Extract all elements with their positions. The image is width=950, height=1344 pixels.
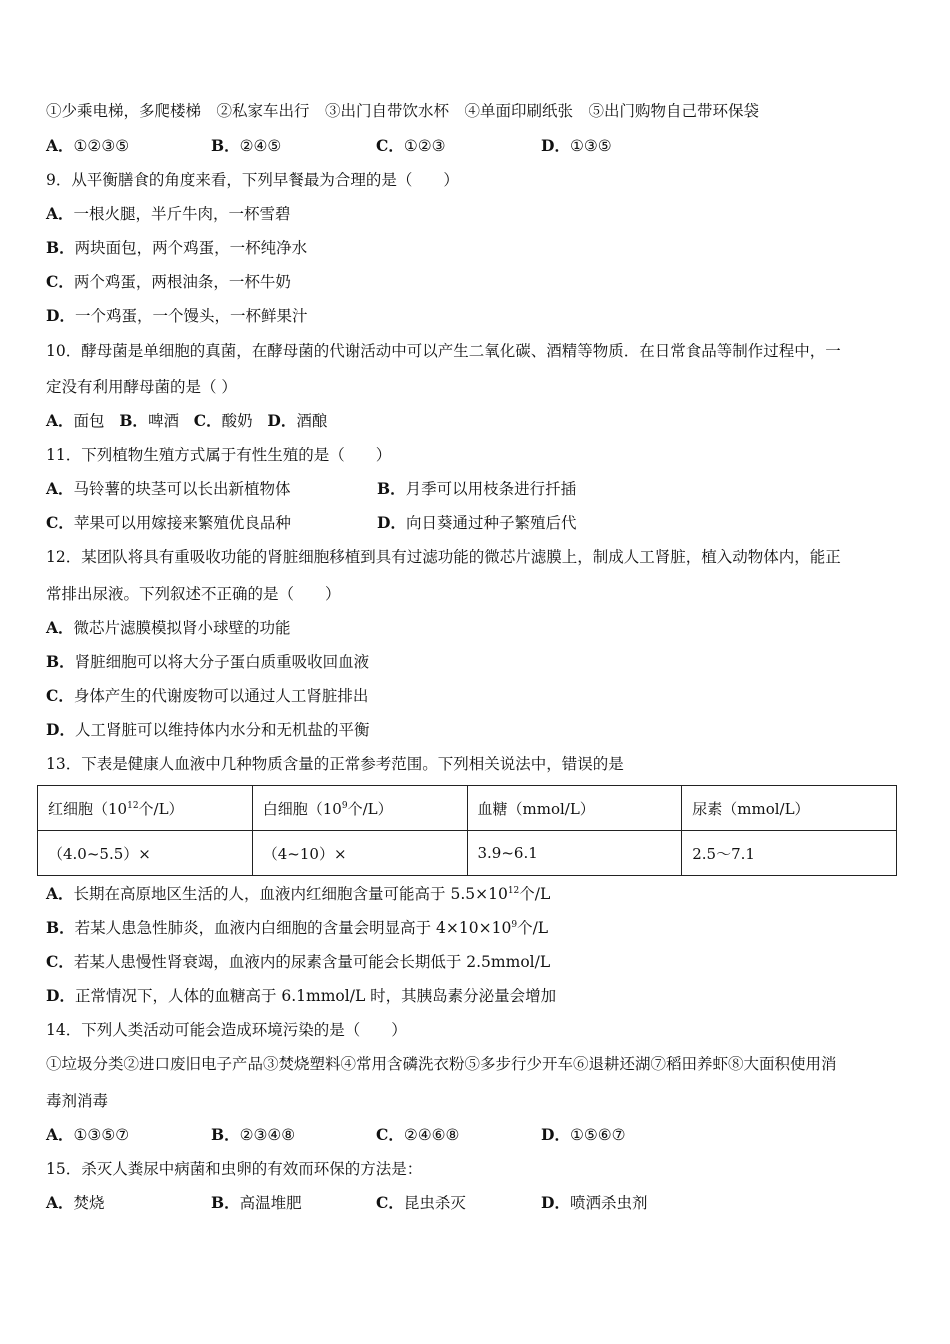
q14-items-line1: ①垃圾分类②进口废旧电子产品③焚烧塑料④常用含磷洗衣粉⑤多步行少开车⑥退耕还湖⑦稻田养虾⑧大面积使用消 — [46, 1055, 837, 1073]
q14-items-line2: 毒剂消毒 — [46, 1092, 109, 1110]
q10-option-c[interactable]: C．酸奶 — [193, 411, 253, 430]
q15-option-a[interactable]: A．焚烧 — [46, 1193, 105, 1212]
q13-option-c[interactable]: C．若某人患慢性肾衰竭，血液内的尿素含量可能会长期低于 2.5mmol/L — [46, 952, 551, 971]
q13-option-b[interactable]: B．若某人患急性肺炎，血液内白细胞的含量会明显高于 $4\times 10\times 10^9$个/L — [46, 918, 549, 937]
table-row — [38, 831, 897, 876]
value-blood-sugar: 3.9~6.1 — [467, 831, 682, 876]
q13-option-d[interactable]: D．正常情况下，人体的血糖高于 6.1mmol/L 时，其胰岛素分泌量会增加 — [46, 986, 557, 1005]
q8-option-d[interactable]: D．①③⑤ — [541, 136, 612, 155]
q8-option-b[interactable]: B．②④⑤ — [211, 136, 282, 155]
q15-stem: 15．杀灭人粪尿中病菌和虫卵的有效而环保的方法是： — [46, 1160, 423, 1178]
q14-option-c[interactable]: C．②④⑥⑧ — [376, 1125, 460, 1144]
q12-option-c[interactable]: C．身体产生的代谢废物可以通过人工肾脏排出 — [46, 686, 369, 705]
table-header-row — [38, 786, 897, 831]
q9-option-a[interactable]: A．一根火腿，半斤牛肉，一杯雪碧 — [46, 204, 291, 223]
q15-option-c[interactable]: C．昆虫杀灭 — [376, 1193, 466, 1212]
value-urea: 2.5～7.1 — [682, 831, 897, 876]
q8-option-c[interactable]: C．①②③ — [376, 136, 446, 155]
q14-options — [46, 1125, 706, 1145]
q12-stem-line1: 12．某团队将具有重吸收功能的肾脏细胞移植到具有过滤功能的微芯片滤膜上，制成人工肾脏，植入动物体内，能正 — [46, 548, 841, 566]
value-red-cells: （4.0~5.5）× — [38, 831, 253, 876]
header-urea: 尿素（mmol/L） — [682, 786, 897, 831]
q9-stem: 9．从平衡膳食的角度来看，下列早餐最为合理的是（ ） — [46, 171, 459, 189]
q11-stem: 11．下列植物生殖方式属于有性生殖的是（ ） — [46, 446, 392, 464]
q15-option-d[interactable]: D．喷洒杀虫剂 — [541, 1193, 648, 1212]
q14-option-b[interactable]: B．②③④⑧ — [211, 1125, 296, 1144]
header-white-cells: 白细胞（$10^9$个/L） — [252, 786, 467, 831]
q10-stem-line1: 10．酵母菌是单细胞的真菌，在酵母菌的代谢活动中可以产生二氧化碳、酒精等物质．在日常食品等制作过程中，一 — [46, 342, 841, 360]
q9-option-d[interactable]: D．一个鸡蛋，一个馒头，一杯鲜果汁 — [46, 306, 308, 325]
q10-options — [46, 411, 327, 431]
q10-option-d[interactable]: D．酒酿 — [267, 411, 328, 430]
q15-options — [46, 1193, 706, 1213]
q11-option-d[interactable]: D．向日葵通过种子繁殖后代 — [377, 513, 577, 532]
q11-options-row2 — [46, 513, 708, 533]
q11-options-row1 — [46, 479, 708, 499]
q8-items: ①少乘电梯，多爬楼梯 ②私家车出行 ③出门自带饮水杯 ④单面印刷纸张 ⑤出门购物自己带环保袋 — [46, 102, 760, 120]
header-red-cells: 红细胞（$10^{12}$个/L） — [38, 786, 253, 831]
q11-option-c[interactable]: C．苹果可以用嫁接来繁殖优良品种 — [46, 513, 291, 532]
q15-option-b[interactable]: B．高温堆肥 — [211, 1193, 302, 1212]
q9-option-b[interactable]: B．两块面包，两个鸡蛋，一杯纯净水 — [46, 238, 308, 257]
q14-option-a[interactable]: A．①③⑤⑦ — [46, 1125, 130, 1144]
q13-option-a[interactable]: A．长期在高原地区生活的人，血液内红细胞含量可能高于 $5.5\times 10^{12}$个/L — [46, 884, 551, 903]
header-blood-sugar: 血糖（mmol/L） — [467, 786, 682, 831]
q12-option-b[interactable]: B．肾脏细胞可以将大分子蛋白质重吸收回血液 — [46, 652, 370, 671]
q14-stem: 14．下列人类活动可能会造成环境污染的是（ ） — [46, 1021, 407, 1039]
q11-option-a[interactable]: A．马铃薯的块茎可以长出新植物体 — [46, 479, 291, 498]
q14-option-d[interactable]: D．①⑤⑥⑦ — [541, 1125, 626, 1144]
q12-option-a[interactable]: A．微芯片滤膜模拟肾小球壁的功能 — [46, 618, 291, 637]
q10-option-a[interactable]: A．面包 — [46, 411, 105, 430]
q12-stem-line2: 常排出尿液。下列叙述不正确的是（ ） — [46, 585, 341, 603]
q11-option-b[interactable]: B．月季可以用枝条进行扦插 — [377, 479, 577, 498]
blood-reference-table — [37, 785, 897, 876]
q8-options — [46, 136, 706, 156]
q10-option-b[interactable]: B．啤酒 — [119, 411, 179, 430]
value-white-cells: （4~10）× — [252, 831, 467, 876]
q9-option-c[interactable]: C．两个鸡蛋，两根油条，一杯牛奶 — [46, 272, 291, 291]
q10-stem-line2: 定没有利用酵母菌的是（ ） — [46, 378, 237, 396]
q13-stem: 13．下表是健康人血液中几种物质含量的正常参考范围。下列相关说法中，错误的是 — [46, 755, 624, 773]
q8-option-a[interactable]: A．①②③⑤ — [46, 136, 130, 155]
q12-option-d[interactable]: D．人工肾脏可以维持体内水分和无机盐的平衡 — [46, 720, 370, 739]
